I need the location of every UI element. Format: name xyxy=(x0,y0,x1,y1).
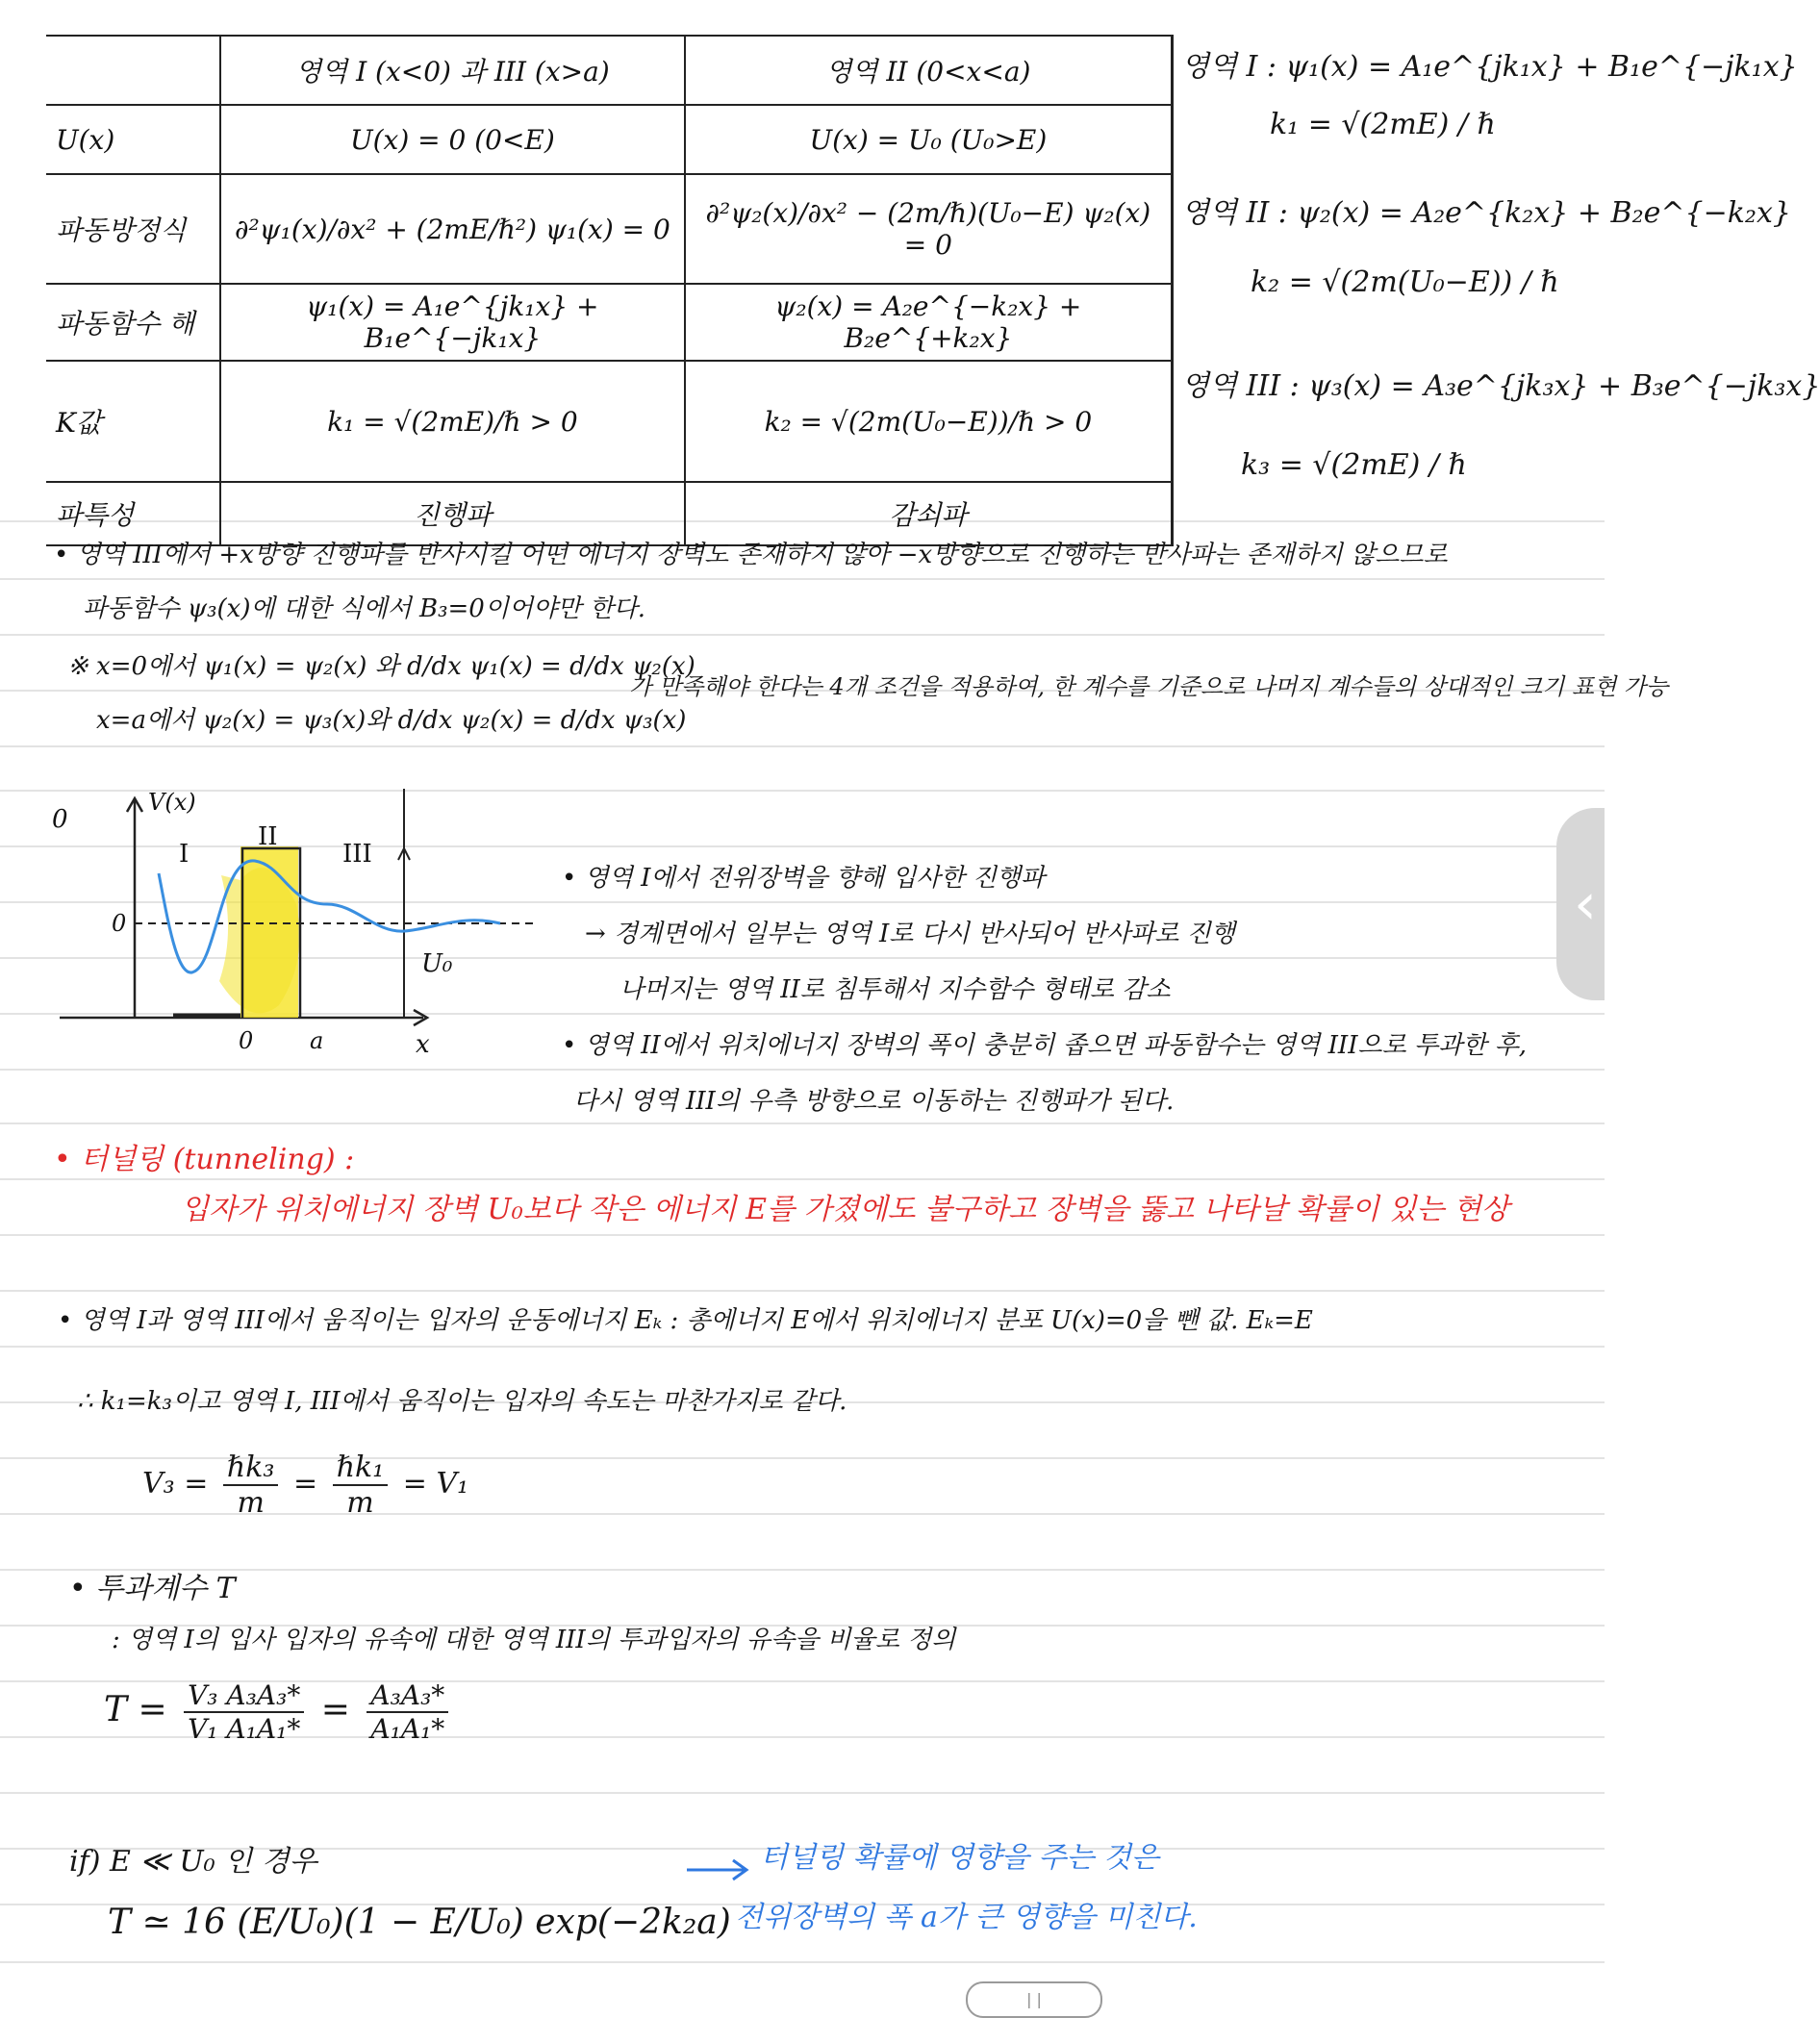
velocity-lhs: V₃ = xyxy=(142,1467,209,1501)
fraction-numerator: A₃A₃* xyxy=(367,1679,448,1713)
row-label: U(x) xyxy=(46,105,220,174)
table-cell: k₂ = √(2m(U₀−E))/ℏ > 0 xyxy=(685,361,1173,482)
transmission-title: • 투과계수 T xyxy=(69,1572,236,1605)
table-cell: ψ₁(x) = A₁e^{jk₁x} + B₁e^{−jk₁x} xyxy=(220,284,685,361)
velocity-fraction-1 xyxy=(223,1450,279,1520)
remark-line-2: 전위장벽의 폭 a가 큰 영향을 미친다. xyxy=(735,1901,1198,1934)
velocity-rhs: = V₁ xyxy=(402,1467,469,1501)
note-reflection-line1: • 영역 III에서 +x방향 진행파를 반사시킬 어떤 에너지 장벽도 존재하지 않아 −x방향으로 진행하는 반사파는 존재하지 않으므로 xyxy=(54,541,1448,569)
tunneling-title: • 터널링 (tunneling) : xyxy=(54,1143,355,1176)
diagram-note-5: 다시 영역 III의 우측 방향으로 이동하는 진행파가 된다. xyxy=(573,1087,1175,1116)
side-note-k3: k₃ = √(2mE) / ℏ xyxy=(1241,448,1467,482)
side-note-k1: k₁ = √(2mE) / ℏ xyxy=(1270,108,1496,141)
table-row xyxy=(46,361,1173,482)
transmission-fraction-2 xyxy=(367,1679,448,1745)
remark-line-1: 터널링 확률에 영향을 주는 것은 xyxy=(760,1841,1159,1875)
tunneling-diagram xyxy=(38,789,577,1068)
table-row xyxy=(46,174,1173,284)
diagram-note-4: • 영역 II에서 위치에너지 장벽의 폭이 충분히 좁으면 파동함수는 영역 III으로 투과한 후, xyxy=(562,1031,1527,1060)
u0-label: U₀ xyxy=(421,949,453,978)
transmission-definition: : 영역 I의 입사 입자의 유속에 대한 영역 III의 투과입자의 유속을 비율로 정의 xyxy=(112,1626,956,1654)
fraction-denominator: V₁ A₁A₁* xyxy=(188,1713,301,1745)
note-reflection-line2: 파동함수 ψ₃(x)에 대한 식에서 B₃=0이어야만 한다. xyxy=(83,594,646,623)
k-equality-note: ∴ k₁=k₃이고 영역 I, III에서 움직이는 입자의 속도는 마찬가지로 같다. xyxy=(77,1387,847,1416)
arrow-icon xyxy=(685,1856,752,1881)
side-note-region1: 영역 I : ψ₁(x) = A₁e^{jk₁x} + B₁e^{−jk₁x} xyxy=(1181,50,1798,84)
row-label: 파동방정식 xyxy=(46,174,220,284)
side-note-region3: 영역 III : ψ₃(x) = A₃e^{jk₃x} + B₃e^{−jk₃x} xyxy=(1181,369,1820,403)
zero-energy-label: 0 xyxy=(112,910,127,937)
table-row xyxy=(46,105,1173,174)
region-label-2: II xyxy=(258,822,278,851)
transmission-fraction-1 xyxy=(184,1679,304,1745)
kinetic-energy-note: • 영역 I과 영역 III에서 움직이는 입자의 운동에너지 Eₖ : 총에너지 E에서 위치에너지 분포 U(x)=0을 뺀 값. Eₖ=E xyxy=(58,1306,1313,1335)
table-cell: ψ₂(x) = A₂e^{−k₂x} + B₂e^{+k₂x} xyxy=(685,284,1173,361)
y-axis-label: V(x) xyxy=(148,789,196,816)
region-label-3: III xyxy=(342,840,372,869)
fraction-numerator: V₃ A₃A₃* xyxy=(184,1679,304,1713)
row-label: 파동함수 해 xyxy=(46,284,220,361)
table-cell: U(x) = 0 (0<E) xyxy=(220,105,685,174)
row-label: 파특성 xyxy=(46,482,220,545)
diagram-note-1: • 영역 I에서 전위장벽을 향해 입사한 진행파 xyxy=(562,864,1046,893)
fraction-numerator: ℏk₁ xyxy=(333,1450,389,1486)
table-cell: ∂²ψ₁(x)/∂x² + (2mE/ℏ²) ψ₁(x) = 0 xyxy=(220,174,685,284)
fraction-denominator: A₁A₁* xyxy=(370,1713,445,1745)
side-note-region2: 영역 II : ψ₂(x) = A₂e^{k₂x} + B₂e^{−k₂x} xyxy=(1181,196,1791,230)
page-indicator[interactable]: | | xyxy=(966,1981,1102,2018)
fraction-numerator: ℏk₃ xyxy=(223,1450,279,1486)
table-row xyxy=(46,284,1173,361)
velocity-fraction-2 xyxy=(333,1450,389,1520)
note-boundary-line1: ※ x=0에서 ψ₁(x) = ψ₂(x) 와 d/dx ψ₁(x) = d/dx ψ₂(x) xyxy=(67,652,695,681)
chevron-left-icon[interactable]: ‹ xyxy=(1574,870,1597,938)
velocity-equation: V₃ = $\frac{\text{ℏk₃}}{m}$ = $\frac{\text{ℏk₁}}{m}$ = V₁ xyxy=(142,1450,469,1520)
transmission-equation: T = $\frac{\text{V₃ A₃A₃*}}{\text{V₁ A₁A₁*}}$ = $\frac{\text{A₃A₃*}}{\text{A₁A₁*}}$ xyxy=(104,1679,454,1745)
table-cell: U(x) = U₀ (U₀>E) xyxy=(685,105,1173,174)
approx-formula: T ≃ 16 (E/U₀)(1 − E/U₀) exp(−2k₂a) xyxy=(108,1903,731,1942)
table-header-row xyxy=(46,36,1173,105)
fraction-denominator: m xyxy=(237,1486,265,1520)
note-boundary-line2: x=a에서 ψ₂(x) = ψ₃(x)와 d/dx ψ₂(x) = d/dx ψ₃(x) xyxy=(96,706,687,735)
table-header-cell: 영역 I (x<0) 과 III (x>a) xyxy=(220,36,685,105)
diagram-note-3: 나머지는 영역 II로 침투해서 지수함수 형태로 감소 xyxy=(619,975,1171,1004)
table-cell: ∂²ψ₂(x)/∂x² − (2m/ℏ)(U₀−E) ψ₂(x) = 0 xyxy=(685,174,1173,284)
transmission-lhs: T = xyxy=(104,1690,167,1729)
note-boundary-conclusion: 가 만족해야 한다는 4개 조건을 적용하여, 한 계수를 기준으로 나머지 계수들의 상대적인 크기 표현 가능 xyxy=(629,673,1669,700)
side-note-k2: k₂ = √(2m(U₀−E)) / ℏ xyxy=(1251,265,1559,299)
tunneling-definition: 입자가 위치에너지 장벽 U₀보다 작은 에너지 E를 가졌에도 불구하고 장벽을 뚫고 나타날 확률이 있는 현상 xyxy=(181,1193,1509,1226)
region-comparison-table xyxy=(46,35,1174,546)
fraction-denominator: m xyxy=(346,1486,374,1520)
region-label-1: I xyxy=(179,840,190,869)
x-tick-0: 0 xyxy=(239,1027,254,1054)
table-cell: k₁ = √(2mE)/ℏ > 0 xyxy=(220,361,685,482)
diagram-origin-label: 0 xyxy=(52,805,68,834)
x-axis-label: x xyxy=(416,1030,430,1059)
diagram-note-2: → 경계면에서 일부는 영역 I로 다시 반사되어 반사파로 진행 xyxy=(585,920,1235,948)
table-header-cell: 영역 II (0<x<a) xyxy=(685,36,1173,105)
table-header-cell xyxy=(46,36,220,105)
table-cell: 진행파 xyxy=(220,482,685,545)
table-cell: 감쇠파 xyxy=(685,482,1173,545)
row-label: K값 xyxy=(46,361,220,482)
x-tick-a: a xyxy=(310,1027,324,1054)
approx-condition: if) E ≪ U₀ 인 경우 xyxy=(69,1845,317,1879)
